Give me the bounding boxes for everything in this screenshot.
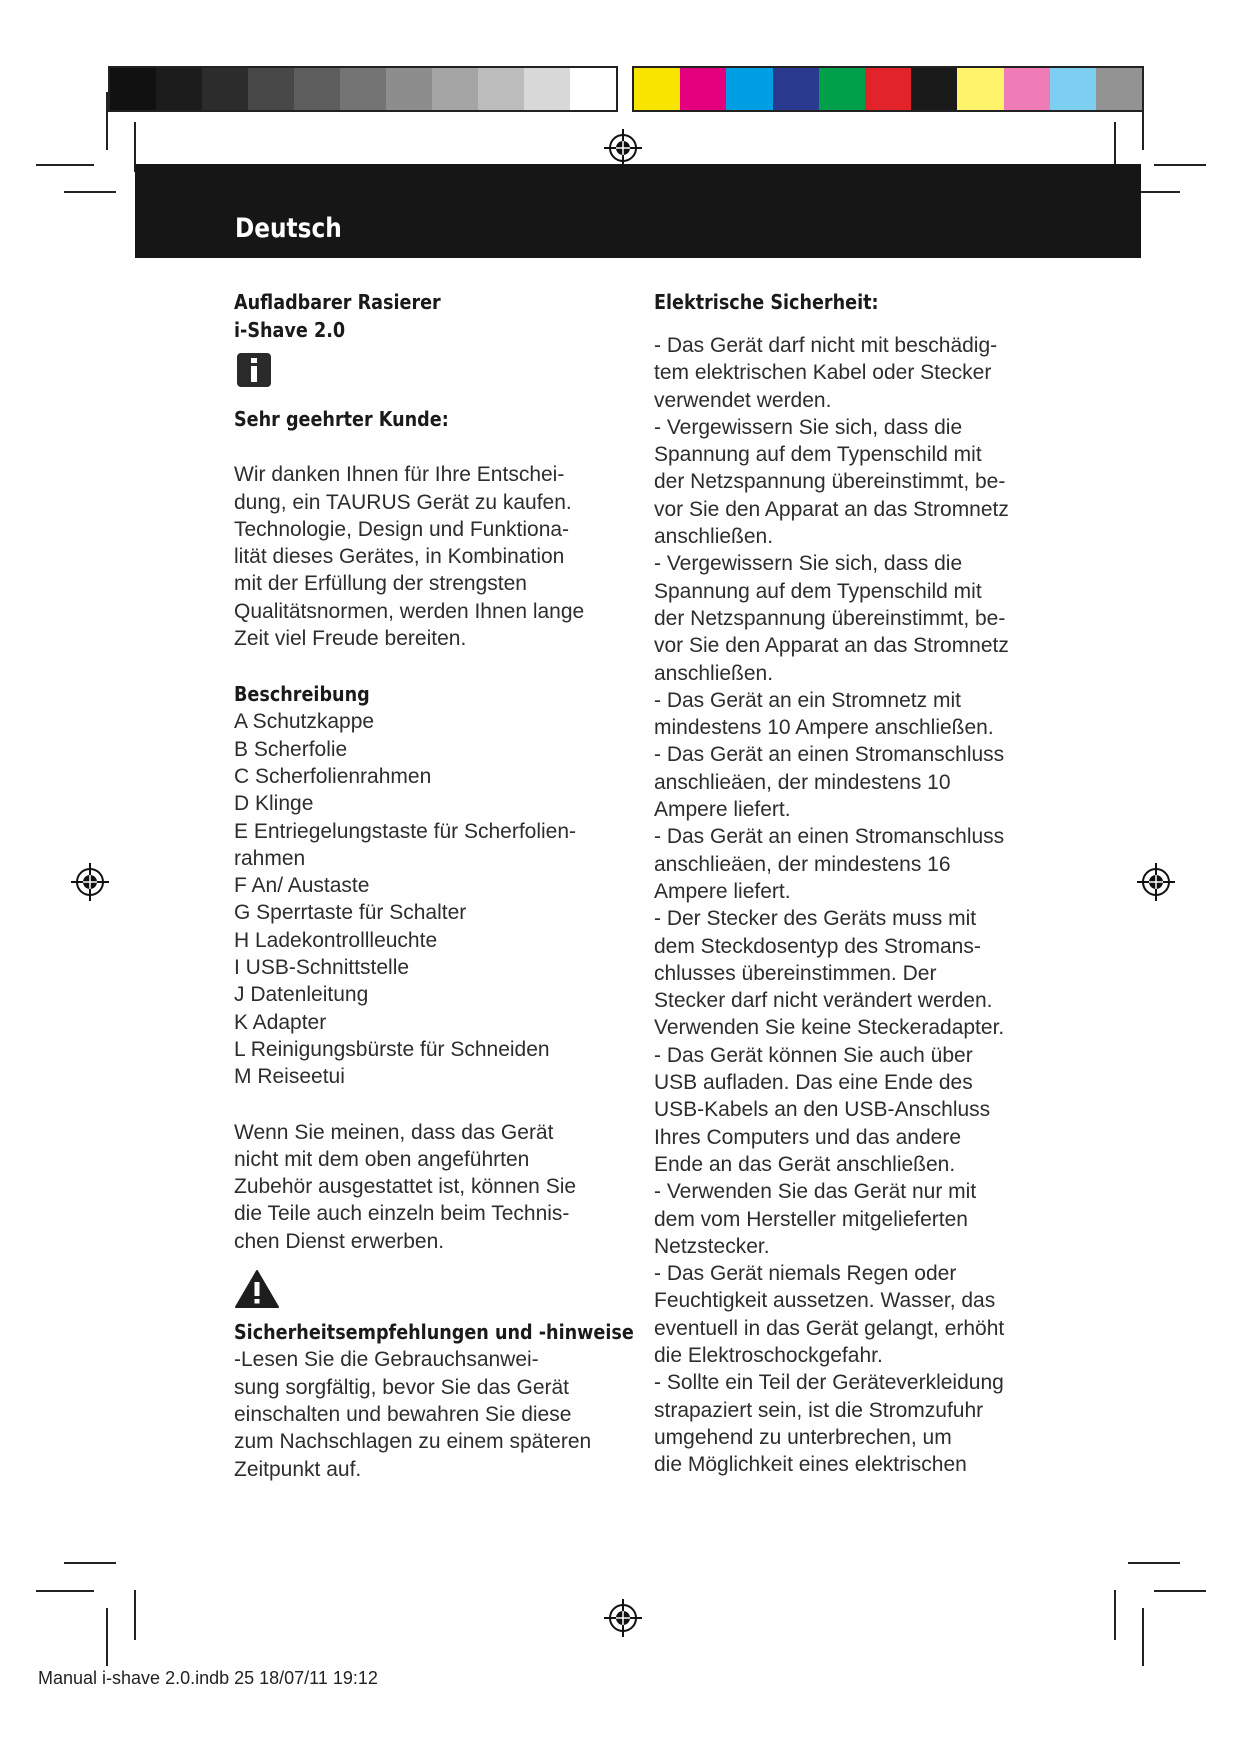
list-item: I USB-Schnittstelle <box>234 956 410 980</box>
safety-item: - Das Gerät niemals Regen oder Feuchtigkeit aussetzen. Wasser, das eventuell in das Gerät gelangt, erhöht die Elektroschockgefahr. <box>654 1262 1005 1367</box>
process-color-bar <box>632 66 1144 112</box>
list-item: K Adapter <box>234 1010 327 1034</box>
gray-swatch <box>340 68 386 110</box>
greeting: Sehr geehrter Kunde: <box>234 407 449 432</box>
gray-swatch <box>570 68 616 110</box>
color-swatch <box>1096 68 1142 110</box>
list-item: A Schutzkappe <box>234 710 375 734</box>
color-swatch <box>819 68 865 110</box>
list-item: J Datenleitung <box>234 983 369 1007</box>
list-item: C Scherfolienrahmen <box>234 764 432 788</box>
electrical-safety-heading: Elektrische Sicherheit: <box>654 290 879 314</box>
crop-mark <box>64 191 116 193</box>
safety-item: - Sollte ein Teil der Geräteverkleidung strapaziert sein, ist die Stromzufuhr umgehend zu unterbrechen, um die Möglichkeit eines elektrischen <box>654 1371 1004 1477</box>
list-item: H Ladekontrollleuchte <box>234 928 438 952</box>
safety-item: - Das Gerät an einen Stromanschluss anschlieäen, der mindestens 10 Ampere liefert. <box>654 743 1005 822</box>
info-icon <box>236 352 272 388</box>
safety-heading: Sicherheitsempfehlungen und -hinweise <box>234 1320 634 1345</box>
language-title: Deutsch <box>235 213 342 244</box>
crop-mark <box>1154 1590 1206 1592</box>
list-item: G Sperrtaste für Schalter <box>234 901 467 925</box>
safety-item: - Das Gerät an ein Stromnetz mit mindestens 10 Ampere anschließen. <box>654 688 994 740</box>
accessories-note: Wenn Sie meinen, dass das Gerät nicht mit dem oben angeführten Zubehör ausgestattet ist, können Sie die Teile auch einzeln beim Technis- chen Dienst erwerben. <box>234 1120 577 1253</box>
registration-mark-icon <box>603 128 643 168</box>
crop-mark <box>1128 1562 1180 1564</box>
crop-mark <box>1114 1590 1116 1640</box>
intro-paragraph: Wir danken Ihnen für Ihre Entschei- dung, ein TAURUS Gerät zu kaufen. Technologie, Design und Funktiona- lität dieses Gerätes, in Kombination mit der Erfüllung der strengsten Qualitätsnormen, werden Ihnen lange Zeit viel Freude bereiten. <box>234 463 585 651</box>
product-model: i-Shave 2.0 <box>234 318 346 342</box>
registration-mark-icon <box>70 862 110 902</box>
safety-item: - Das Gerät können Sie auch über USB aufladen. Das eine Ende des USB-Kabels an den USB-Anschluss Ihres Computers und das andere Ende an das Gerät anschließen. <box>654 1043 991 1176</box>
list-item: B Scherfolie <box>234 737 348 761</box>
list-item: L Reinigungsbürste für Schneiden <box>234 1037 550 1061</box>
list-item: F An/ Austaste <box>234 874 370 898</box>
color-swatch <box>911 68 957 110</box>
description-heading: Beschreibung <box>234 682 370 707</box>
crop-mark <box>106 1608 108 1666</box>
print-slug: Manual i-shave 2.0.indb 25 18/07/11 19:12 <box>38 1668 378 1688</box>
product-title: Aufladbarer Rasierer <box>234 290 441 314</box>
crop-mark <box>36 164 94 166</box>
list-item: E Entriegelungstaste für Scherfolien- rahmen <box>234 819 577 870</box>
color-swatch <box>865 68 911 110</box>
list-item: M Reiseetui <box>234 1065 345 1089</box>
safety-item: - Verwenden Sie das Gerät nur mit dem vom Hersteller mitgelieferten Netzstecker. <box>654 1180 977 1258</box>
safety-item: - Vergewissern Sie sich, dass die Spannung auf dem Typenschild mit der Netzspannung übereinstimmt, be- vor Sie den Apparat an das Stromnetz anschließen. <box>654 415 1009 549</box>
crop-mark <box>1154 164 1206 166</box>
warning-icon <box>234 1269 280 1309</box>
color-swatch <box>726 68 772 110</box>
safety-item: - Das Gerät darf nicht mit beschädig- tem elektrischen Kabel oder Stecker verwendet werden. <box>654 334 998 412</box>
color-swatch <box>957 68 1003 110</box>
gray-swatch <box>156 68 202 110</box>
gray-swatch <box>248 68 294 110</box>
grayscale-color-bar <box>108 66 618 112</box>
gray-swatch <box>386 68 432 110</box>
crop-mark <box>106 92 108 150</box>
left-column <box>234 288 634 1483</box>
safety-item: - Das Gerät an einen Stromanschluss anschlieäen, der mindestens 16 Ampere liefert. <box>654 825 1005 903</box>
color-swatch <box>1004 68 1050 110</box>
gray-swatch <box>110 68 156 110</box>
list-item: D Klinge <box>234 792 314 816</box>
safety-item: - Vergewissern Sie sich, dass die Spannung auf dem Typenschild mit der Netzspannung übereinstimmt, be- vor Sie den Apparat an das Stromnetz anschließen. <box>654 552 1009 685</box>
gray-swatch <box>202 68 248 110</box>
gray-swatch <box>524 68 570 110</box>
registration-mark-icon <box>1136 862 1176 902</box>
safety-item: - Der Stecker des Geräts muss mit dem Steckdosentyp des Stromans- chlusses übereinstimmen. Der Stecker darf nicht verändert werden. Verwenden Sie keine Steckeradapter. <box>654 907 1005 1040</box>
language-header-band <box>135 164 1141 258</box>
registration-mark-icon <box>603 1598 643 1638</box>
gray-swatch <box>294 68 340 110</box>
parts-list <box>234 708 634 1090</box>
crop-mark <box>36 1590 94 1592</box>
gray-swatch <box>432 68 478 110</box>
color-swatch <box>680 68 726 110</box>
color-swatch <box>773 68 819 110</box>
gray-swatch <box>478 68 524 110</box>
color-swatch <box>1050 68 1096 110</box>
safety-intro: -Lesen Sie die Gebrauchsanwei- sung sorgfältig, bevor Sie das Gerät einschalten und bewahren Sie diese zum Nachschlagen zu einem späteren Zeitpunkt auf. <box>234 1348 592 1481</box>
right-column <box>654 288 1054 1478</box>
crop-mark <box>134 1590 136 1640</box>
crop-mark <box>64 1562 116 1564</box>
crop-mark <box>1142 92 1144 150</box>
color-swatch <box>634 68 680 110</box>
crop-mark <box>1142 1608 1144 1666</box>
